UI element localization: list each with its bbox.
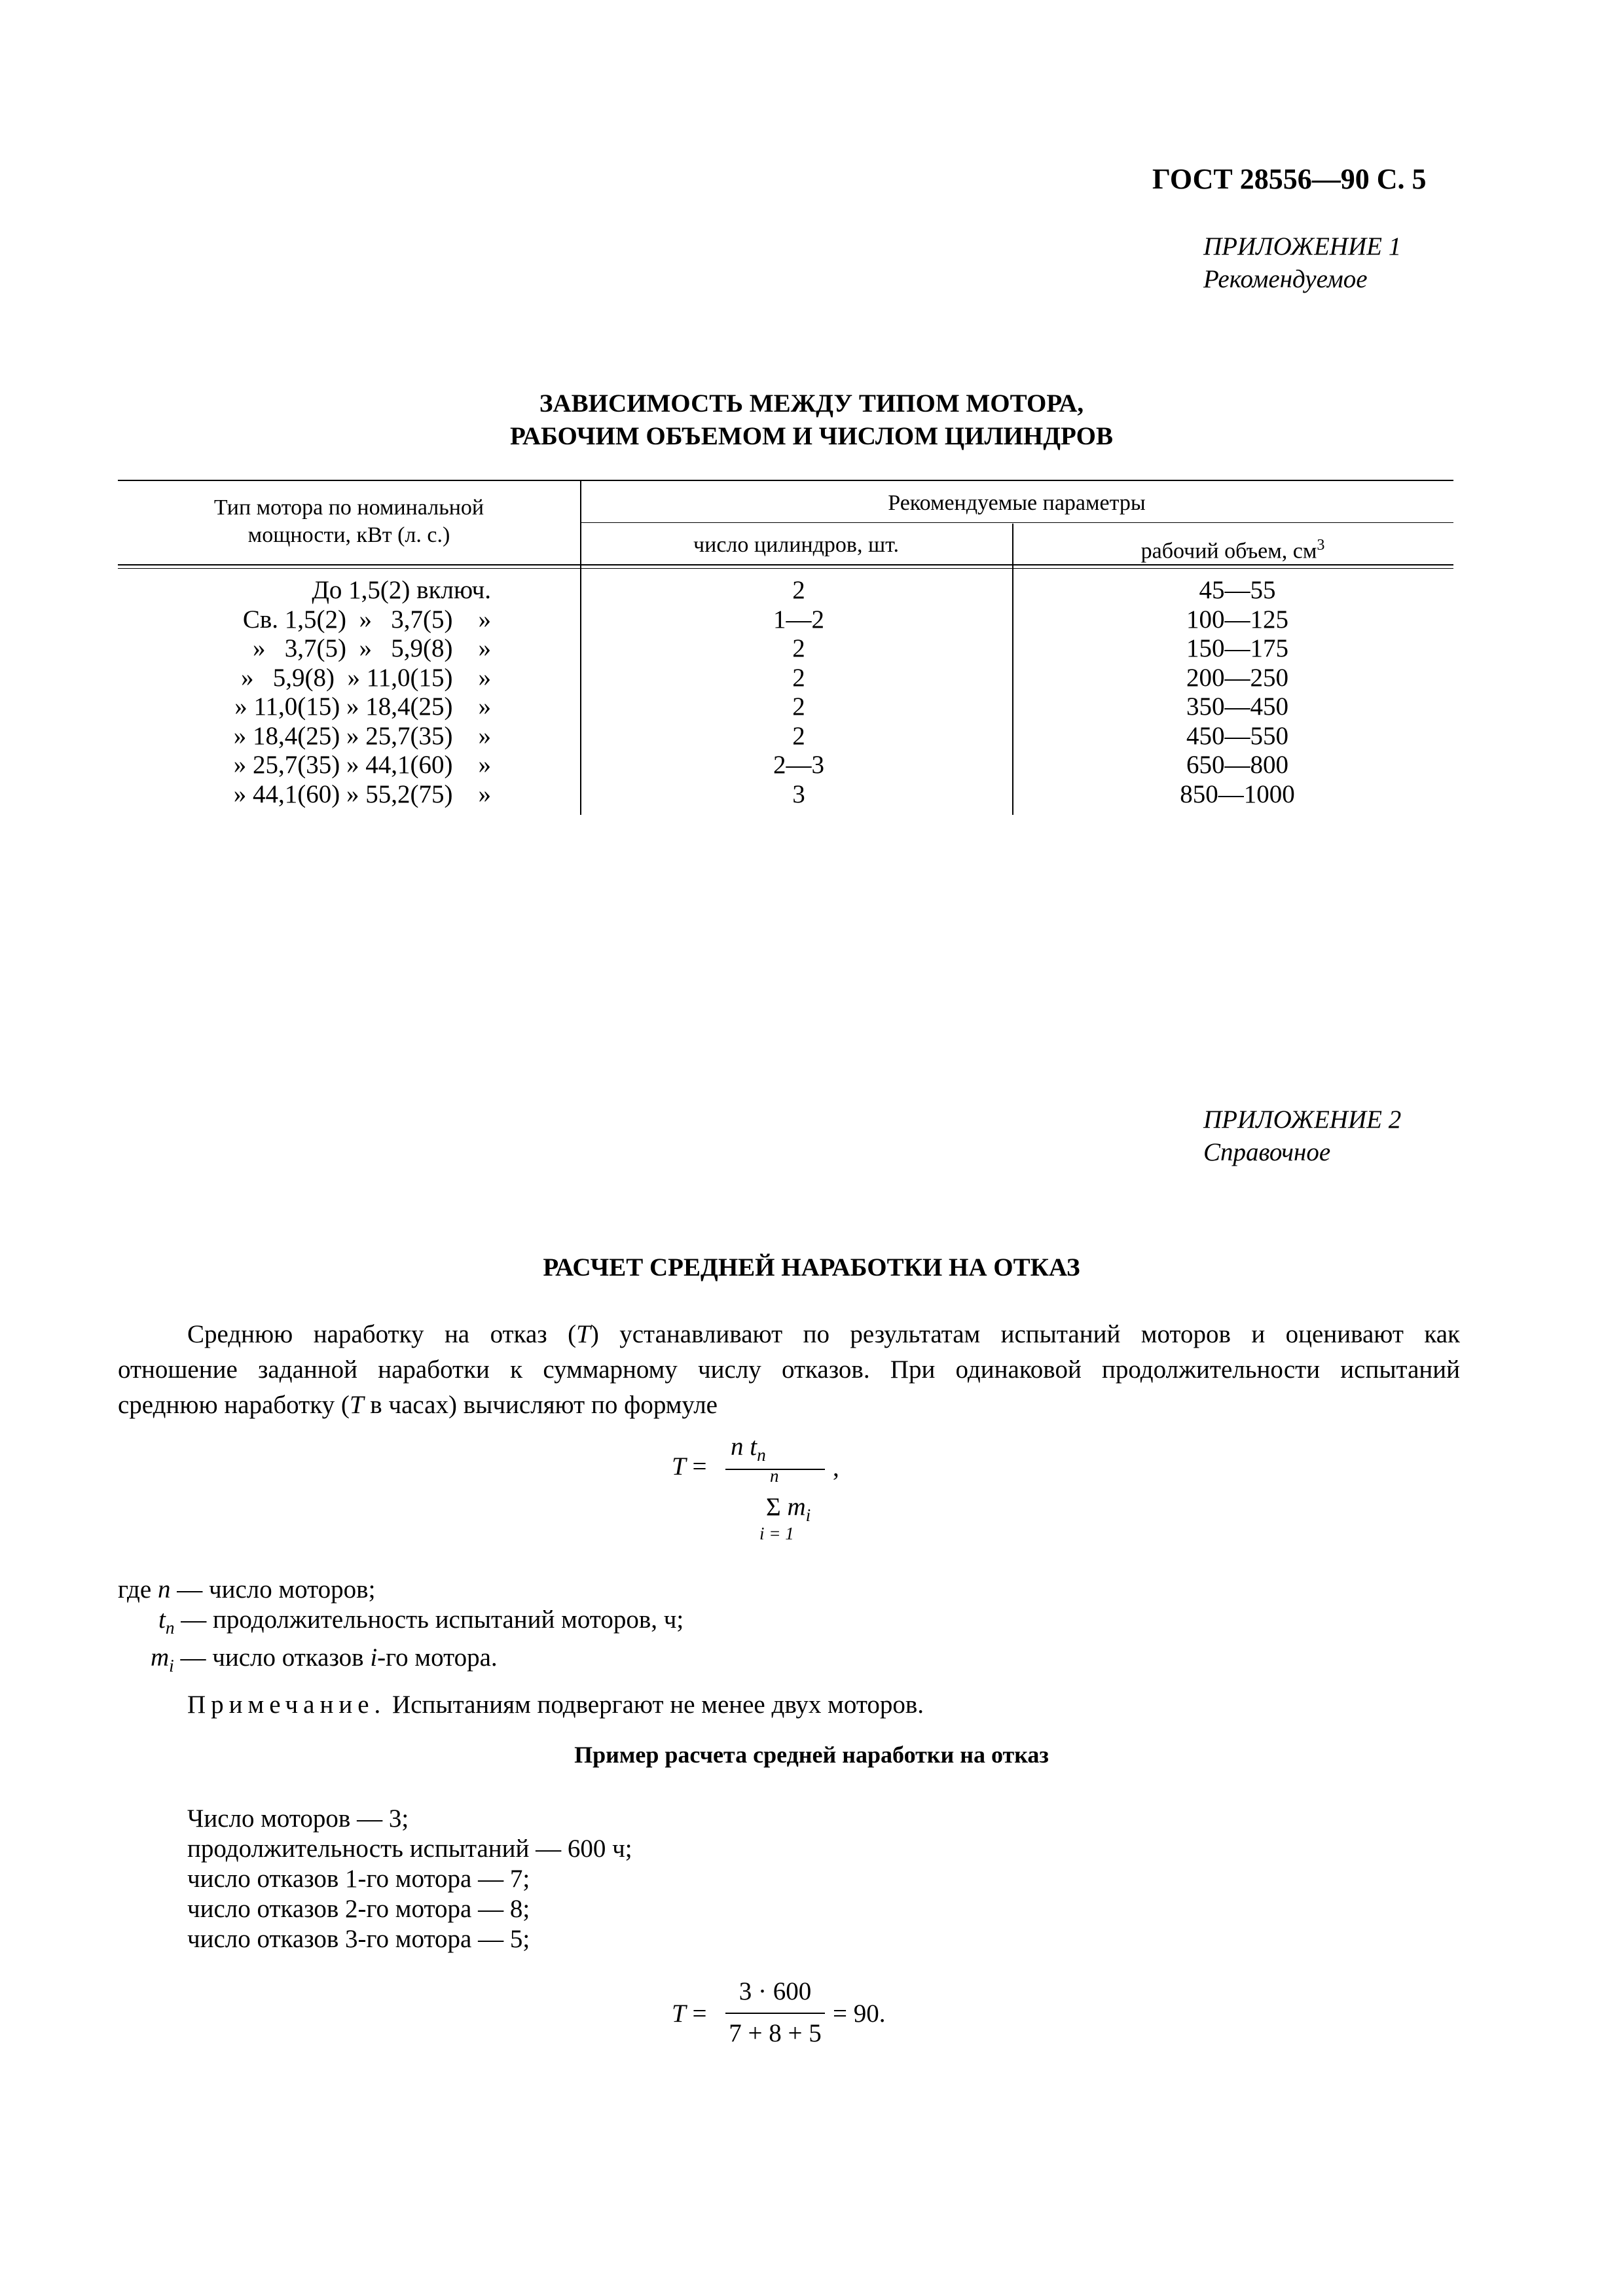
- table-title-line-1: ЗАВИСИМОСТЬ МЕЖДУ ТИПОМ МОТОРА,: [539, 389, 1084, 418]
- table-cell-motor-type: Св. 1,5(2) » 3,7(5) »: [242, 605, 491, 634]
- formula-lhs: T =: [672, 1452, 707, 1480]
- formula-numerator: [731, 1432, 766, 1465]
- example-lines: [187, 1804, 632, 1954]
- formula-num-t: t: [750, 1433, 757, 1461]
- table-top-rule: [118, 480, 1453, 481]
- annex-1-status: Рекомендуемое: [1203, 265, 1368, 293]
- note-text: Испытаниям подвергают не менее двух моторов.: [386, 1691, 924, 1719]
- definition-tn-sub: n: [165, 1617, 175, 1638]
- intro-line-3-b: в часах) вычисляют по формуле: [363, 1391, 718, 1419]
- group-header: Рекомендуемые параметры: [888, 491, 1146, 515]
- table-cell-volume: 650—800: [1186, 751, 1288, 779]
- definitions: [118, 1575, 1427, 1681]
- col-header-motor-type: [118, 494, 580, 549]
- intro-paragraph: [118, 1317, 1460, 1423]
- col-header-volume-text: рабочий объем, см: [1140, 539, 1317, 564]
- definition-mi-text: — число отказов: [173, 1643, 371, 1672]
- table-cell-volume: 450—550: [1186, 721, 1288, 750]
- definition-mi-tail: -го мотора.: [377, 1643, 498, 1672]
- group-header-rule: [580, 522, 1453, 523]
- definition-n-prefix: где: [118, 1575, 158, 1604]
- example-line-1: Число моторов — 3;: [187, 1804, 409, 1833]
- example-line-2: продолжительность испытаний — 600 ч;: [187, 1835, 632, 1863]
- intro-line-1-a: Среднюю наработку на отказ (: [187, 1320, 577, 1348]
- formula-num-t-sub: n: [757, 1444, 766, 1465]
- table-cell-volume: 350—450: [1186, 692, 1288, 721]
- header-bottom-rule-2: [118, 568, 1453, 569]
- example-formula-fraction-line: [725, 2013, 825, 2014]
- intro-line-3-a: среднюю наработку (: [118, 1391, 350, 1419]
- intro-line-1-b: ) устанавливают по результатам испытаний моторов и оценивают как: [590, 1320, 1460, 1348]
- table-cell-motor-type: » 5,9(8) » 11,0(15) »: [240, 663, 491, 692]
- definition-mi-tail-var: i: [370, 1643, 378, 1672]
- col-header-motor-type-line-2: мощности, кВт (л. с.): [247, 523, 450, 547]
- definition-mi: [118, 1643, 1427, 1681]
- formula-den-lower: [759, 1524, 794, 1544]
- table-cell-cylinders: 2: [792, 692, 805, 721]
- table-cell-cylinders: 2: [792, 634, 805, 662]
- col-header-motor-type-line-1: Тип мотора по номинальной: [213, 495, 484, 520]
- table-cell-cylinders: 2: [792, 721, 805, 750]
- definition-mi-sub: i: [169, 1655, 174, 1676]
- table-cell-volume: 45—55: [1199, 576, 1276, 604]
- table-cell-motor-type: » 25,7(35) » 44,1(60) »: [233, 751, 491, 779]
- intro-var-t-2: T: [349, 1391, 364, 1419]
- definition-tn-var: t: [158, 1605, 166, 1634]
- formula-comma: ,: [833, 1454, 839, 1482]
- col-header-cylinders: число цилиндров, шт.: [693, 533, 899, 557]
- example-formula-lhs: T =: [672, 2000, 707, 2028]
- annex-1-label: ПРИЛОЖЕНИЕ 1: [1203, 232, 1402, 260]
- example-formula-numerator: 3 · 600: [739, 1977, 812, 2005]
- definition-tn-text: — продолжительность испытаний моторов, ч;: [174, 1605, 684, 1634]
- col-header-volume-sup: 3: [1317, 537, 1325, 554]
- col-divider-2: [1012, 524, 1013, 815]
- intro-line-3: [118, 1388, 1460, 1423]
- example-line-3: число отказов 1-го мотора — 7;: [187, 1865, 530, 1893]
- formula-num-n: n: [731, 1433, 744, 1461]
- table-cell-volume: 200—250: [1186, 663, 1288, 692]
- formula-den-upper: [770, 1466, 779, 1486]
- formula-sigma: Σ: [766, 1493, 781, 1521]
- table-cell-motor-type: » 11,0(15) » 18,4(25) »: [234, 692, 491, 721]
- table-cell-cylinders: 1—2: [773, 605, 824, 634]
- definition-n-text: — число моторов;: [170, 1575, 376, 1604]
- table-cell-cylinders: 2: [792, 663, 805, 692]
- table-cell-volume: 150—175: [1186, 634, 1288, 662]
- example-formula-denominator: 7 + 8 + 5: [729, 2019, 822, 2047]
- annex-1-label-block: [1203, 230, 1401, 296]
- table-cell-volume: 850—1000: [1180, 780, 1295, 808]
- definition-tn: [118, 1605, 1427, 1643]
- definition-mi-var: m: [151, 1643, 170, 1672]
- annex-2-label: ПРИЛОЖЕНИЕ 2: [1203, 1105, 1402, 1134]
- note-label: Примечание.: [187, 1691, 386, 1719]
- example-line-5: число отказов 3-го мотора — 5;: [187, 1925, 530, 1953]
- intro-var-t: T: [576, 1320, 591, 1348]
- table-cell-cylinders: 2—3: [773, 751, 824, 779]
- col-header-volume: [1012, 531, 1453, 565]
- example-title: Пример расчета средней наработки на отказ: [574, 1742, 1049, 1768]
- table-title-line-2: РАБОЧИМ ОБЪЕМОМ И ЧИСЛОМ ЦИЛИНДРОВ: [510, 422, 1113, 450]
- formula-den-upper-n: n: [770, 1466, 779, 1486]
- formula-den-lower-text: i = 1: [759, 1524, 794, 1543]
- annex-2-status: Справочное: [1203, 1138, 1331, 1166]
- section-title: РАСЧЕТ СРЕДНЕЙ НАРАБОТКИ НА ОТКАЗ: [543, 1253, 1080, 1282]
- definition-n: [118, 1575, 1427, 1605]
- example-line-4: число отказов 2-го мотора — 8;: [187, 1895, 530, 1923]
- col-divider-1: [580, 480, 581, 815]
- definition-n-var: n: [157, 1575, 171, 1604]
- intro-line-1: [118, 1317, 1460, 1352]
- table-cell-motor-type: До 1,5(2) включ.: [312, 576, 491, 604]
- page-header: ГОСТ 28556—90 С. 5: [1152, 163, 1427, 195]
- annex-2-label-block: [1203, 1103, 1401, 1169]
- table-cell-cylinders: 3: [792, 780, 805, 808]
- intro-line-2: отношение заданной наработки к суммарному числу отказов. При одинаковой продолжительности испытаний: [118, 1355, 1460, 1384]
- formula-den-m: m: [787, 1493, 806, 1521]
- formula-denominator: [766, 1492, 811, 1526]
- table-cell-motor-type: » 3,7(5) » 5,9(8) »: [253, 634, 491, 662]
- table-cell-volume: 100—125: [1186, 605, 1288, 634]
- example-formula-result: = 90.: [833, 2000, 886, 2028]
- table-title: [0, 387, 1623, 453]
- table-cell-motor-type: » 18,4(25) » 25,7(35) »: [233, 721, 491, 750]
- table-cell-motor-type: » 44,1(60) » 55,2(75) »: [233, 780, 491, 808]
- note: [187, 1687, 924, 1723]
- table-cell-cylinders: 2: [792, 576, 805, 604]
- formula-den-m-sub: i: [805, 1505, 811, 1525]
